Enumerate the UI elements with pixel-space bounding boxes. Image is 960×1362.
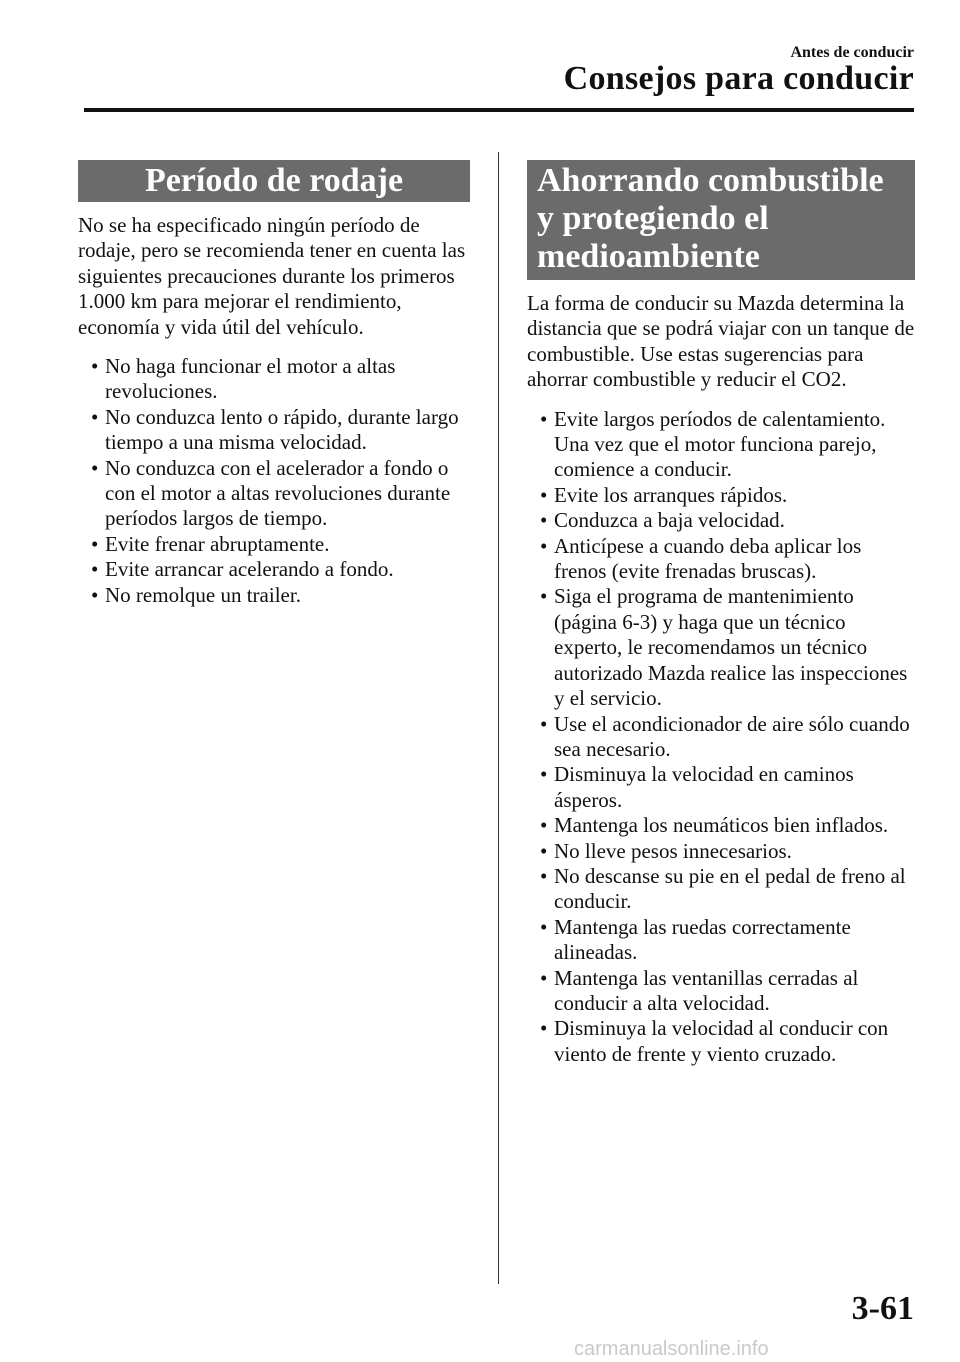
list-item: • No conduzca lento o rápido, durante largo tiempo a una misma velocidad. xyxy=(78,405,470,456)
page-number: 3-61 xyxy=(851,1290,914,1327)
section-heading-combustible: Ahorrando combustible y protegiendo el medioambiente xyxy=(527,160,915,280)
list-item: • Disminuya la velocidad en caminos ásperos. xyxy=(527,762,915,813)
rodaje-bullet-list xyxy=(78,354,470,608)
list-item: • Evite largos períodos de calentamiento. Una vez que el motor funciona parejo, comience a conducir. xyxy=(527,407,915,483)
section-heading-rodaje: Período de rodaje xyxy=(78,160,470,202)
list-item: • Evite arrancar acelerando a fondo. xyxy=(78,557,470,582)
list-item: • Evite los arranques rápidos. xyxy=(527,483,915,508)
list-item: • Siga el programa de mantenimiento (página 6-3) y haga que un técnico experto, le recomendamos un técnico autorizado Mazda realice las inspecciones y el servicio. xyxy=(527,584,915,711)
list-item: • Conduzca a baja velocidad. xyxy=(527,508,915,533)
rodaje-intro: No se ha especificado ningún período de rodaje, pero se recomienda tener en cuenta las siguientes precauciones durante los primeros 1.000 km para mejorar el rendimiento, economía y vida útil del vehículo. xyxy=(78,213,466,339)
list-item: • No remolque un trailer. xyxy=(78,583,470,608)
list-item: • No conduzca con el acelerador a fondo o con el motor a altas revoluciones durante períodos largos de tiempo. xyxy=(78,456,470,532)
combustible-intro: La forma de conducir su Mazda determina la distancia que se podrá viajar con un tanque de combustible. Use estas sugerencias para ahorrar combustible y reducir el CO2. xyxy=(527,291,915,392)
combustible-bullet-list xyxy=(527,407,915,1068)
list-item: • No descanse su pie en el pedal de freno al conducir. xyxy=(527,864,915,915)
chapter-label: Antes de conducir xyxy=(790,44,914,61)
watermark: carmanualsonline.info xyxy=(574,1338,769,1360)
page-title: Consejos para conducir xyxy=(563,60,914,97)
list-item: • Use el acondicionador de aire sólo cuando sea necesario. xyxy=(527,712,915,763)
header-rule xyxy=(84,108,914,112)
list-item: • No haga funcionar el motor a altas revoluciones. xyxy=(78,354,470,405)
list-item: • No lleve pesos innecesarios. xyxy=(527,839,915,864)
left-column xyxy=(78,160,470,608)
list-item: • Disminuya la velocidad al conducir con viento de frente y viento cruzado. xyxy=(527,1016,915,1067)
list-item: • Mantenga las ruedas correctamente alineadas. xyxy=(527,915,915,966)
list-item: • Mantenga las ventanillas cerradas al conducir a alta velocidad. xyxy=(527,966,915,1017)
list-item: • Mantenga los neumáticos bien inflados. xyxy=(527,813,915,838)
list-item: • Anticípese a cuando deba aplicar los frenos (evite frenadas bruscas). xyxy=(527,534,915,585)
right-column xyxy=(527,160,915,1067)
list-item: • Evite frenar abruptamente. xyxy=(78,532,470,557)
column-divider xyxy=(498,152,499,1284)
